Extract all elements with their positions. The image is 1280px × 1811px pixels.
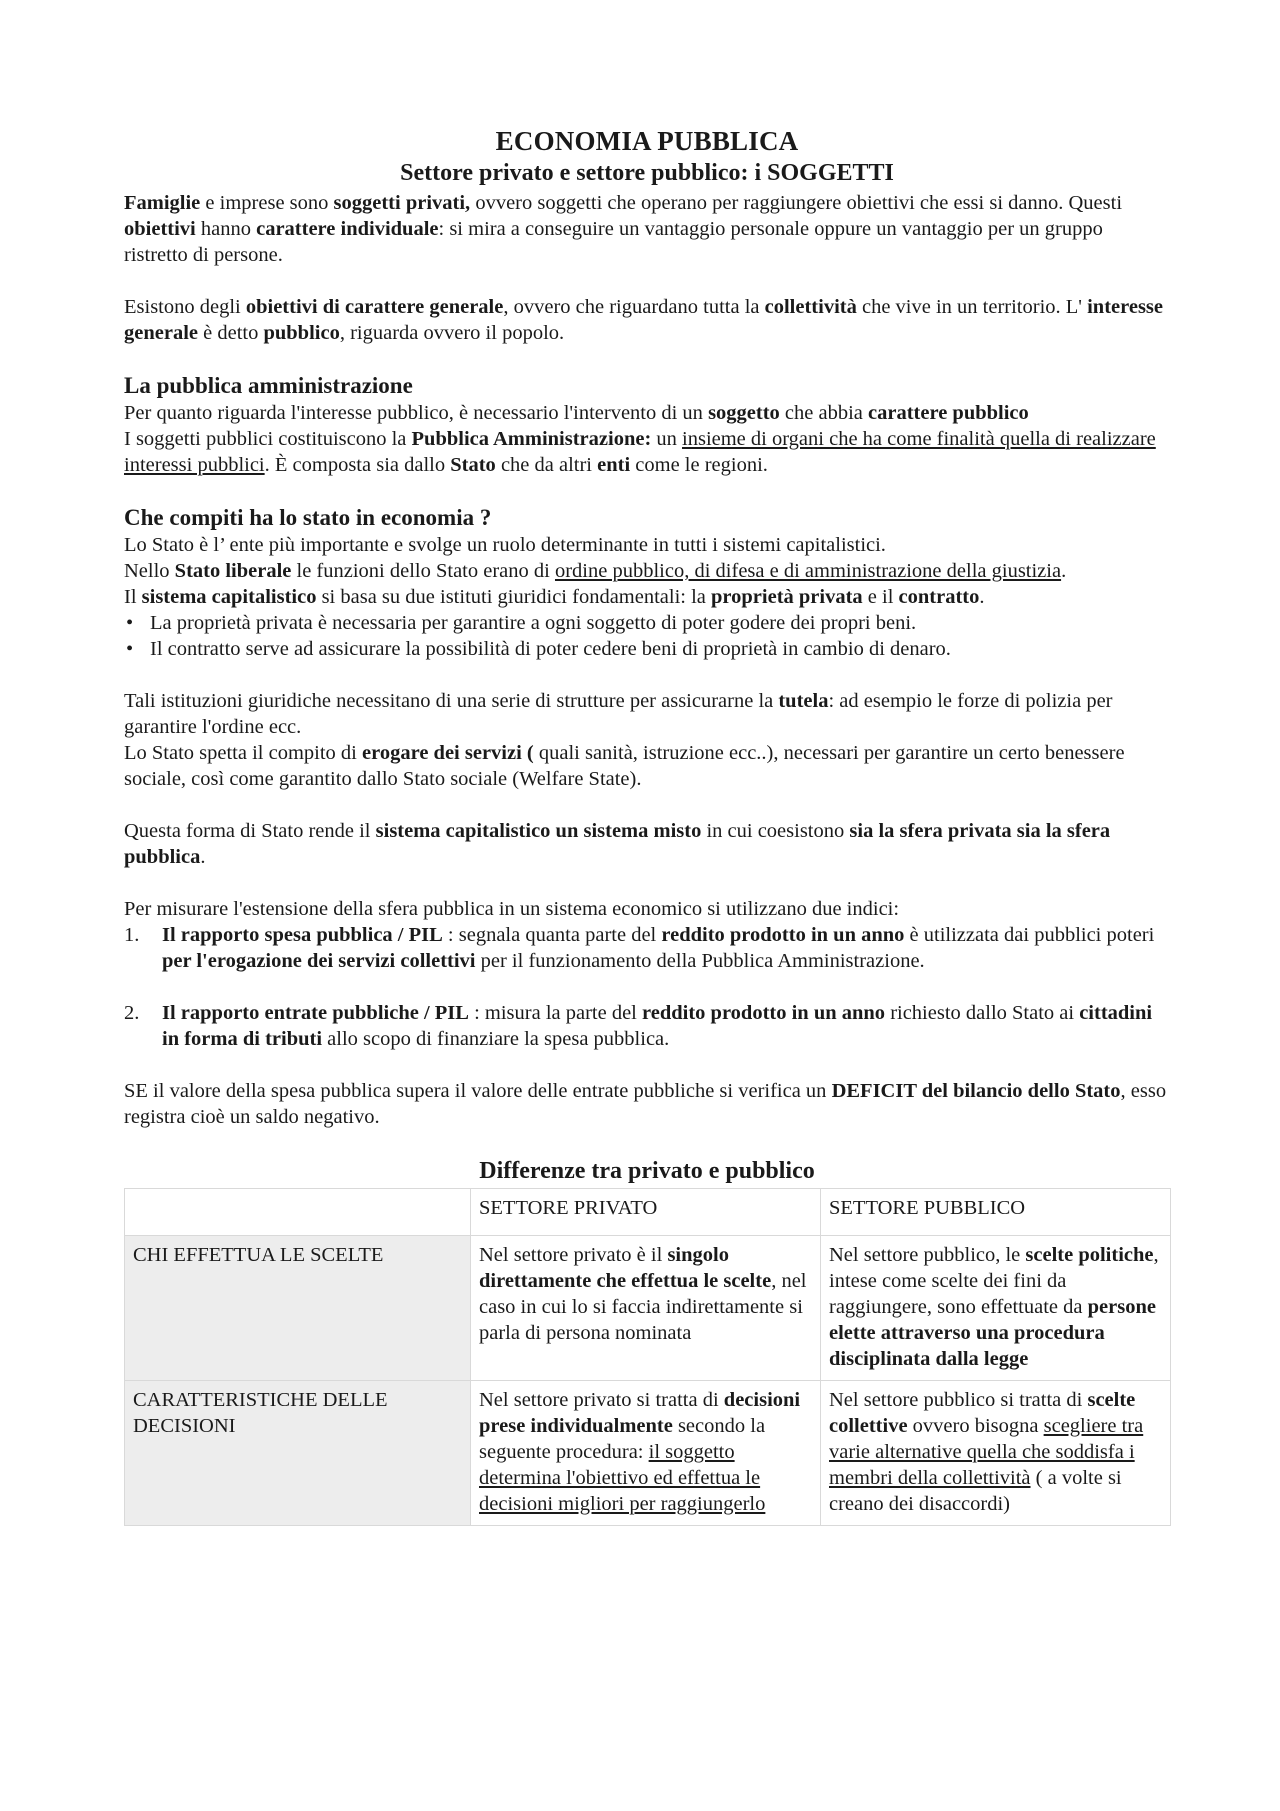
list-item-text: Il rapporto spesa pubblica / PIL : segnala quanta parte del reddito prodotto in un anno è utilizzata dai pubblici poteri per l'erogazione dei servizi collettivi per il funzionamento della Pubblica Amministrazione. — [162, 924, 1155, 972]
table-cell-privato: Nel settore privato si tratta di decisioni prese individualmente secondo la seguente procedura: il soggetto determina l'obiettivo ed effettua le decisioni migliori per raggiungerlo — [471, 1381, 821, 1526]
bullet-list — [124, 610, 1170, 662]
comparison-table — [124, 1188, 1171, 1526]
compiti-paragraph-5: Lo Stato spetta il compito di erogare dei servizi ( quali sanità, istruzione ecc..), necessari per garantire un certo benessere sociale, così come garantito dallo Stato sociale (Welfare State). — [124, 742, 1125, 790]
page-title: ECONOMIA PUBBLICA — [495, 126, 799, 156]
list-number: 1. — [124, 924, 140, 946]
table-header-cell — [125, 1189, 471, 1236]
table-header-cell: SETTORE PUBBLICO — [821, 1189, 1171, 1236]
numbered-list — [124, 922, 1170, 1052]
list-item: • La proprietà privata è necessaria per garantire a ogni soggetto di poter godere dei propri beni. — [124, 610, 1170, 636]
table-cell-pubblico: Nel settore pubblico si tratta di scelte collettive ovvero bisogna scegliere tra varie alternative quella che soddisfa i membri della collettività ( a volte si creano dei disaccordi) — [821, 1381, 1171, 1526]
intro-paragraph-2: Esistono degli obiettivi di carattere generale, ovvero che riguardano tutta la collettività che vive in un territorio. L' interesse generale è detto pubblico, riguarda ovvero il popolo. — [124, 296, 1164, 344]
compiti-paragraph-3: Il sistema capitalistico si basa su due istituti giuridici fondamentali: la proprietà privata e il contratto. — [124, 586, 985, 608]
compiti-paragraph-7: Per misurare l'estensione della sfera pubblica in un sistema economico si utilizzano due indici: — [124, 898, 900, 920]
table-cell-pubblico: Nel settore pubblico, le scelte politiche, intese come scelte dei fini da raggiungere, sono effettuate da persone elette attraverso una procedura disciplinata dalla legge — [821, 1236, 1171, 1381]
page-subtitle: Settore privato e settore pubblico: i SOGGETTI — [400, 160, 894, 186]
section-heading-compiti-stato: Che compiti ha lo stato in economia ? — [124, 505, 492, 530]
compiti-paragraph-4: Tali istituzioni giuridiche necessitano di una serie di strutture per assicurarne la tutela: ad esempio le forze di polizia per garantire l'ordine ecc. — [124, 690, 1113, 738]
section-heading-pubblica-amministrazione: La pubblica amministrazione — [124, 373, 413, 398]
pa-paragraph-1: Per quanto riguarda l'interesse pubblico, è necessario l'intervento di un soggetto che abbia carattere pubblico — [124, 402, 1029, 424]
compiti-paragraph-1: Lo Stato è l’ ente più importante e svolge un ruolo determinante in tutti i sistemi capitalistici. — [124, 534, 886, 556]
list-item — [124, 922, 1170, 974]
list-item — [124, 1000, 1170, 1052]
table-row — [125, 1236, 1171, 1381]
table-header-row — [125, 1189, 1171, 1236]
list-number: 2. — [124, 1002, 140, 1024]
table-row-label: CHI EFFETTUA LE SCELTE — [125, 1236, 471, 1381]
compiti-paragraph-8: SE il valore della spesa pubblica supera il valore delle entrate pubbliche si verifica un DEFICIT del bilancio dello Stato, esso registra cioè un saldo negativo. — [124, 1080, 1167, 1128]
table-header-cell: SETTORE PRIVATO — [471, 1189, 821, 1236]
table-title: Differenze tra privato e pubblico — [479, 1158, 815, 1184]
compiti-paragraph-2: Nello Stato liberale le funzioni dello Stato erano di ordine pubblico, di difesa e di amministrazione della giustizia. — [124, 560, 1067, 582]
table-cell-privato: Nel settore privato è il singolo direttamente che effettua le scelte, nel caso in cui lo si faccia indirettamente si parla di persona nominata — [471, 1236, 821, 1381]
spacer — [124, 870, 1170, 896]
table-row — [125, 1381, 1171, 1526]
spacer — [124, 1130, 1170, 1154]
table-row-label: CARATTERISTICHE DELLE DECISIONI — [125, 1381, 471, 1526]
pa-paragraph-2: I soggetti pubblici costituiscono la Pubblica Amministrazione: un insieme di organi che ha come finalità quella di realizzare interessi pubblici. È composta sia dallo Stato che da altri enti come le regioni. — [124, 428, 1156, 476]
document-content — [124, 124, 1170, 1526]
spacer — [124, 1052, 1170, 1078]
intro-paragraph-1: Famiglie e imprese sono soggetti privati, ovvero soggetti che operano per raggiungere obiettivi che essi si danno. Questi obiettivi hanno carattere individuale: si mira a conseguire un vantaggio personale oppure un vantaggio per un gruppo ristretto di persone. — [124, 192, 1123, 266]
list-item-text: Il rapporto entrate pubbliche / PIL : misura la parte del reddito prodotto in un anno richiesto dallo Stato ai cittadini in forma di tributi allo scopo di finanziare la spesa pubblica. — [162, 1002, 1153, 1050]
spacer — [124, 662, 1170, 688]
spacer — [124, 268, 1170, 294]
spacer — [124, 792, 1170, 818]
spacer — [124, 478, 1170, 504]
compiti-paragraph-6: Questa forma di Stato rende il sistema capitalistico un sistema misto in cui coesistono sia la sfera privata sia la sfera pubblica. — [124, 820, 1111, 868]
spacer — [124, 346, 1170, 372]
list-item: • Il contratto serve ad assicurare la possibilità di poter cedere beni di proprietà in cambio di denaro. — [124, 636, 1170, 662]
